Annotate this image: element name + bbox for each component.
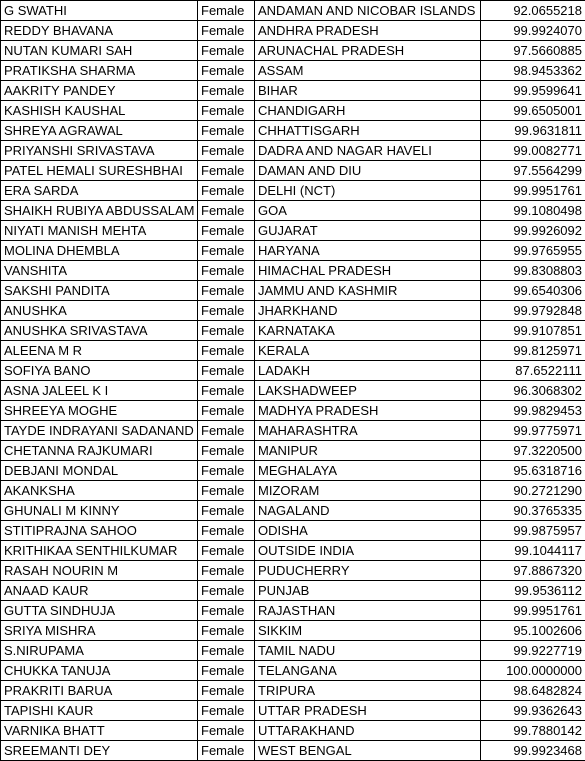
gender-cell: Female xyxy=(198,61,255,81)
gender-cell: Female xyxy=(198,341,255,361)
candidate-name-cell: ANUSHKA SRIVASTAVA xyxy=(1,321,198,341)
table-row xyxy=(1,721,585,741)
state-cell: LAKSHADWEEP xyxy=(255,381,481,401)
candidate-name-cell: S.NIRUPAMA xyxy=(1,641,198,661)
candidate-name-cell: SHREYA AGRAWAL xyxy=(1,121,198,141)
table-row xyxy=(1,321,585,341)
gender-cell: Female xyxy=(198,661,255,681)
score-cell: 99.8125971 xyxy=(481,341,585,361)
candidate-name-cell: TAPISHI KAUR xyxy=(1,701,198,721)
gender-cell: Female xyxy=(198,461,255,481)
state-cell: OUTSIDE INDIA xyxy=(255,541,481,561)
state-cell: GUJARAT xyxy=(255,221,481,241)
score-cell: 99.9631811 xyxy=(481,121,585,141)
gender-cell: Female xyxy=(198,481,255,501)
score-cell: 99.9829453 xyxy=(481,401,585,421)
gender-cell: Female xyxy=(198,641,255,661)
score-cell: 99.9362643 xyxy=(481,701,585,721)
score-cell: 96.3068302 xyxy=(481,381,585,401)
table-row xyxy=(1,421,585,441)
score-cell: 97.5660885 xyxy=(481,41,585,61)
gender-cell: Female xyxy=(198,741,255,761)
state-cell: ANDAMAN AND NICOBAR ISLANDS xyxy=(255,1,481,21)
candidate-name-cell: ERA SARDA xyxy=(1,181,198,201)
state-cell: MANIPUR xyxy=(255,441,481,461)
state-cell: DAMAN AND DIU xyxy=(255,161,481,181)
state-cell: NAGALAND xyxy=(255,501,481,521)
score-cell: 99.9227719 xyxy=(481,641,585,661)
gender-cell: Female xyxy=(198,221,255,241)
score-cell: 99.9924070 xyxy=(481,21,585,41)
table-row xyxy=(1,101,585,121)
state-cell: SIKKIM xyxy=(255,621,481,641)
score-cell: 97.3220500 xyxy=(481,441,585,461)
table-row xyxy=(1,181,585,201)
gender-cell: Female xyxy=(198,601,255,621)
score-cell: 100.0000000 xyxy=(481,661,585,681)
candidate-name-cell: PRAKRITI BARUA xyxy=(1,681,198,701)
gender-cell: Female xyxy=(198,161,255,181)
table-row xyxy=(1,521,585,541)
gender-cell: Female xyxy=(198,321,255,341)
score-cell: 99.9923468 xyxy=(481,741,585,761)
gender-cell: Female xyxy=(198,201,255,221)
state-cell: MAHARASHTRA xyxy=(255,421,481,441)
score-cell: 99.9536112 xyxy=(481,581,585,601)
state-cell: DELHI (NCT) xyxy=(255,181,481,201)
candidate-name-cell: ANUSHKA xyxy=(1,301,198,321)
table-row xyxy=(1,441,585,461)
candidate-name-cell: CHUKKA TANUJA xyxy=(1,661,198,681)
score-cell: 99.9951761 xyxy=(481,601,585,621)
candidate-name-cell: SAKSHI PANDITA xyxy=(1,281,198,301)
score-cell: 99.9792848 xyxy=(481,301,585,321)
gender-cell: Female xyxy=(198,101,255,121)
table-row xyxy=(1,161,585,181)
table-row xyxy=(1,461,585,481)
state-cell: ODISHA xyxy=(255,521,481,541)
gender-cell: Female xyxy=(198,181,255,201)
gender-cell: Female xyxy=(198,301,255,321)
gender-cell: Female xyxy=(198,421,255,441)
state-cell: TAMIL NADU xyxy=(255,641,481,661)
table-row xyxy=(1,541,585,561)
state-cell: MIZORAM xyxy=(255,481,481,501)
candidate-name-cell: RASAH NOURIN M xyxy=(1,561,198,581)
gender-cell: Female xyxy=(198,241,255,261)
gender-cell: Female xyxy=(198,681,255,701)
state-cell: GOA xyxy=(255,201,481,221)
gender-cell: Female xyxy=(198,581,255,601)
state-cell: ANDHRA PRADESH xyxy=(255,21,481,41)
table-row xyxy=(1,221,585,241)
candidate-name-cell: SHAIKH RUBIYA ABDUSSALAM xyxy=(1,201,198,221)
candidate-name-cell: PATEL HEMALI SURESHBHAI xyxy=(1,161,198,181)
score-cell: 90.2721290 xyxy=(481,481,585,501)
table-row xyxy=(1,481,585,501)
state-cell: HARYANA xyxy=(255,241,481,261)
score-cell: 95.1002606 xyxy=(481,621,585,641)
state-cell: TELANGANA xyxy=(255,661,481,681)
table-row xyxy=(1,381,585,401)
state-cell: ARUNACHAL PRADESH xyxy=(255,41,481,61)
gender-cell: Female xyxy=(198,141,255,161)
state-cell: TRIPURA xyxy=(255,681,481,701)
score-cell: 99.9765955 xyxy=(481,241,585,261)
candidate-name-cell: SREEMANTI DEY xyxy=(1,741,198,761)
gender-cell: Female xyxy=(198,721,255,741)
state-cell: WEST BENGAL xyxy=(255,741,481,761)
table-row xyxy=(1,61,585,81)
candidate-name-cell: TAYDE INDRAYANI SADANAND xyxy=(1,421,198,441)
gender-cell: Female xyxy=(198,501,255,521)
table-row xyxy=(1,121,585,141)
score-cell: 92.0655218 xyxy=(481,1,585,21)
table-row xyxy=(1,601,585,621)
gender-cell: Female xyxy=(198,521,255,541)
gender-cell: Female xyxy=(198,21,255,41)
score-cell: 97.5564299 xyxy=(481,161,585,181)
table-row xyxy=(1,581,585,601)
score-cell: 90.3765335 xyxy=(481,501,585,521)
table-row xyxy=(1,341,585,361)
gender-cell: Female xyxy=(198,261,255,281)
candidate-name-cell: AKANKSHA xyxy=(1,481,198,501)
score-cell: 99.9107851 xyxy=(481,321,585,341)
score-cell: 98.9453362 xyxy=(481,61,585,81)
table-row xyxy=(1,741,585,761)
table-row xyxy=(1,281,585,301)
state-cell: MEGHALAYA xyxy=(255,461,481,481)
state-cell: BIHAR xyxy=(255,81,481,101)
state-cell: KARNATAKA xyxy=(255,321,481,341)
score-cell: 98.6482824 xyxy=(481,681,585,701)
candidate-name-cell: ANAAD KAUR xyxy=(1,581,198,601)
table-row xyxy=(1,301,585,321)
state-cell: CHANDIGARH xyxy=(255,101,481,121)
table-row xyxy=(1,501,585,521)
score-cell: 95.6318716 xyxy=(481,461,585,481)
candidate-name-cell: DEBJANI MONDAL xyxy=(1,461,198,481)
state-cell: ASSAM xyxy=(255,61,481,81)
score-cell: 99.6505001 xyxy=(481,101,585,121)
table-row xyxy=(1,361,585,381)
candidate-name-cell: VARNIKA BHATT xyxy=(1,721,198,741)
state-cell: HIMACHAL PRADESH xyxy=(255,261,481,281)
score-cell: 99.7880142 xyxy=(481,721,585,741)
candidate-name-cell: NIYATI MANISH MEHTA xyxy=(1,221,198,241)
score-cell: 99.1080498 xyxy=(481,201,585,221)
state-cell: JHARKHAND xyxy=(255,301,481,321)
gender-cell: Female xyxy=(198,361,255,381)
gender-cell: Female xyxy=(198,441,255,461)
candidate-name-cell: CHETANNA RAJKUMARI xyxy=(1,441,198,461)
table-row xyxy=(1,81,585,101)
table-row xyxy=(1,1,585,21)
state-cell: UTTAR PRADESH xyxy=(255,701,481,721)
table-row xyxy=(1,241,585,261)
gender-cell: Female xyxy=(198,401,255,421)
candidate-name-cell: PRATIKSHA SHARMA xyxy=(1,61,198,81)
score-cell: 99.9599641 xyxy=(481,81,585,101)
table-row xyxy=(1,21,585,41)
candidate-name-cell: NUTAN KUMARI SAH xyxy=(1,41,198,61)
candidate-name-cell: GHUNALI M KINNY xyxy=(1,501,198,521)
state-cell: PUDUCHERRY xyxy=(255,561,481,581)
score-cell: 99.6540306 xyxy=(481,281,585,301)
gender-cell: Female xyxy=(198,381,255,401)
candidate-name-cell: SOFIYA BANO xyxy=(1,361,198,381)
table-row xyxy=(1,701,585,721)
candidate-name-cell: G SWATHI xyxy=(1,1,198,21)
table-row xyxy=(1,141,585,161)
state-cell: LADAKH xyxy=(255,361,481,381)
candidate-name-cell: SRIYA MISHRA xyxy=(1,621,198,641)
state-cell: UTTARAKHAND xyxy=(255,721,481,741)
gender-cell: Female xyxy=(198,561,255,581)
gender-cell: Female xyxy=(198,121,255,141)
score-cell: 99.9926092 xyxy=(481,221,585,241)
score-cell: 99.0082771 xyxy=(481,141,585,161)
table-row xyxy=(1,661,585,681)
state-cell: CHHATTISGARH xyxy=(255,121,481,141)
state-cell: PUNJAB xyxy=(255,581,481,601)
score-cell: 99.1044117 xyxy=(481,541,585,561)
gender-cell: Female xyxy=(198,701,255,721)
candidate-name-cell: STITIPRAJNA SAHOO xyxy=(1,521,198,541)
score-cell: 99.8308803 xyxy=(481,261,585,281)
candidate-name-cell: ASNA JALEEL K I xyxy=(1,381,198,401)
table-row xyxy=(1,401,585,421)
table-row xyxy=(1,561,585,581)
table-row xyxy=(1,641,585,661)
candidate-name-cell: PRIYANSHI SRIVASTAVA xyxy=(1,141,198,161)
candidate-name-cell: AAKRITY PANDEY xyxy=(1,81,198,101)
gender-cell: Female xyxy=(198,41,255,61)
state-cell: JAMMU AND KASHMIR xyxy=(255,281,481,301)
state-cell: MADHYA PRADESH xyxy=(255,401,481,421)
score-cell: 99.9951761 xyxy=(481,181,585,201)
table-row xyxy=(1,261,585,281)
gender-cell: Female xyxy=(198,621,255,641)
gender-cell: Female xyxy=(198,541,255,561)
candidate-name-cell: REDDY BHAVANA xyxy=(1,21,198,41)
score-cell: 99.9775971 xyxy=(481,421,585,441)
candidate-name-cell: SHREEYA MOGHE xyxy=(1,401,198,421)
candidate-name-cell: VANSHITA xyxy=(1,261,198,281)
gender-cell: Female xyxy=(198,281,255,301)
state-cell: RAJASTHAN xyxy=(255,601,481,621)
state-cell: DADRA AND NAGAR HAVELI xyxy=(255,141,481,161)
candidate-name-cell: ALEENA M R xyxy=(1,341,198,361)
table-body xyxy=(1,1,585,761)
candidate-name-cell: KRITHIKAA SENTHILKUMAR xyxy=(1,541,198,561)
state-cell: KERALA xyxy=(255,341,481,361)
candidate-name-cell: GUTTA SINDHUJA xyxy=(1,601,198,621)
table-row xyxy=(1,201,585,221)
gender-cell: Female xyxy=(198,81,255,101)
table-row xyxy=(1,41,585,61)
candidate-name-cell: MOLINA DHEMBLA xyxy=(1,241,198,261)
table-row xyxy=(1,621,585,641)
score-cell: 97.8867320 xyxy=(481,561,585,581)
candidate-name-cell: KASHISH KAUSHAL xyxy=(1,101,198,121)
table-row xyxy=(1,681,585,701)
score-cell: 99.9875957 xyxy=(481,521,585,541)
gender-cell: Female xyxy=(198,1,255,21)
score-cell: 87.6522111 xyxy=(481,361,585,381)
